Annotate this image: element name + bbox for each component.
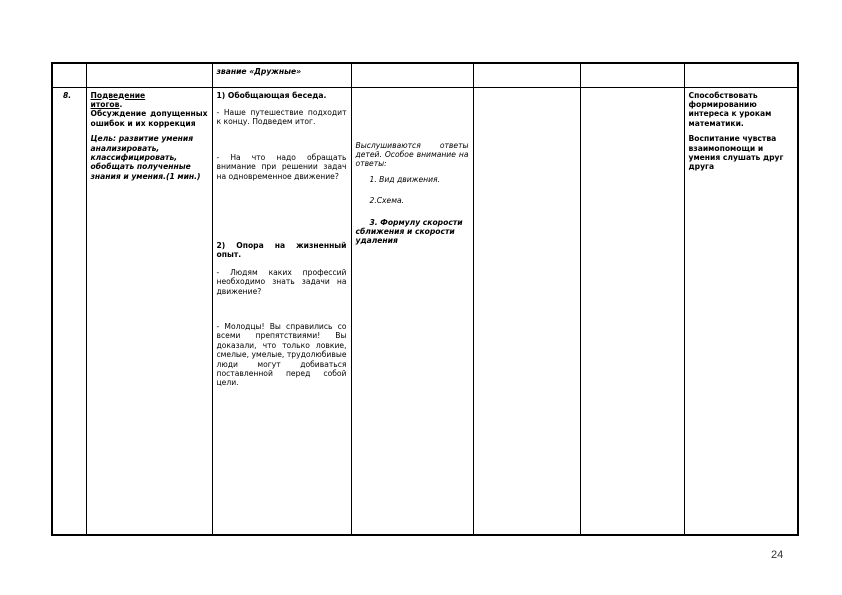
cell-extra-2	[580, 87, 684, 535]
teacher-question-2: - На что надо обращать внимание при решении задач на одновременное движение?	[216, 152, 347, 181]
row-number: 8.	[63, 90, 72, 100]
page-number: 24	[771, 549, 784, 561]
stage-title-line1: Подведение	[90, 90, 146, 100]
students-item-3: 3. Формулу скорости сближения и скорости удаления	[355, 217, 463, 246]
results-1: Способствовать формированию интереса к урокам математики.	[688, 90, 772, 128]
lesson-plan-table	[51, 62, 799, 536]
cell-teacher	[212, 87, 351, 535]
stage-title-line2: итогов	[90, 99, 120, 109]
cell-students-previous	[351, 63, 473, 87]
students-item-1: 1. Вид движения.	[369, 174, 441, 184]
cell-teacher-previous	[212, 63, 351, 87]
cell-number-previous	[52, 63, 86, 87]
stage-discussion: Обсуждение допущенных ошибок и их коррекция	[90, 109, 208, 128]
students-item-2: 2.Схема.	[369, 196, 405, 206]
stage-title-dot: .	[119, 99, 123, 109]
cell-extra-1	[473, 87, 580, 535]
table-row-previous	[52, 63, 798, 87]
teacher-heading-1: 1) Обобщающая беседа.	[216, 90, 327, 100]
stage-title	[91, 91, 208, 110]
cell-stage	[86, 87, 212, 535]
table-row-8	[52, 87, 798, 535]
cell-students	[351, 87, 473, 535]
cell-stage-previous	[86, 63, 212, 87]
students-intro: Выслушиваются ответы детей. Особое внимание на ответы:	[355, 140, 469, 169]
teacher-question-4: - Молодцы! Вы справились со всеми препятствиями! Вы доказали, что только ловкие, смелые, умелые, трудолюбивые люди могут добиваться поставленной перед собой цели.	[216, 321, 347, 388]
teacher-question-3: - Людям каких профессий необходимо знать задачи на движение?	[216, 267, 347, 296]
previous-row-text: звание «Дружные»	[216, 67, 302, 76]
cell-results-previous	[684, 63, 798, 87]
cell-number	[52, 87, 86, 535]
teacher-question-1: - Наше путешествие подходит к концу. Подведем итог.	[216, 107, 347, 127]
results-2: Воспитание чувства взаимопомощи и умения слушать друг друга	[688, 134, 784, 172]
stage-goal: Цель: развитие умения анализировать, классифицировать, обобщать полученные знания и умения.(1 мин.)	[90, 134, 201, 181]
cell-results	[684, 87, 798, 535]
cell-extra2-previous	[580, 63, 684, 87]
teacher-heading-2: 2) Опора на жизненный опыт.	[216, 240, 347, 260]
cell-extra1-previous	[473, 63, 580, 87]
